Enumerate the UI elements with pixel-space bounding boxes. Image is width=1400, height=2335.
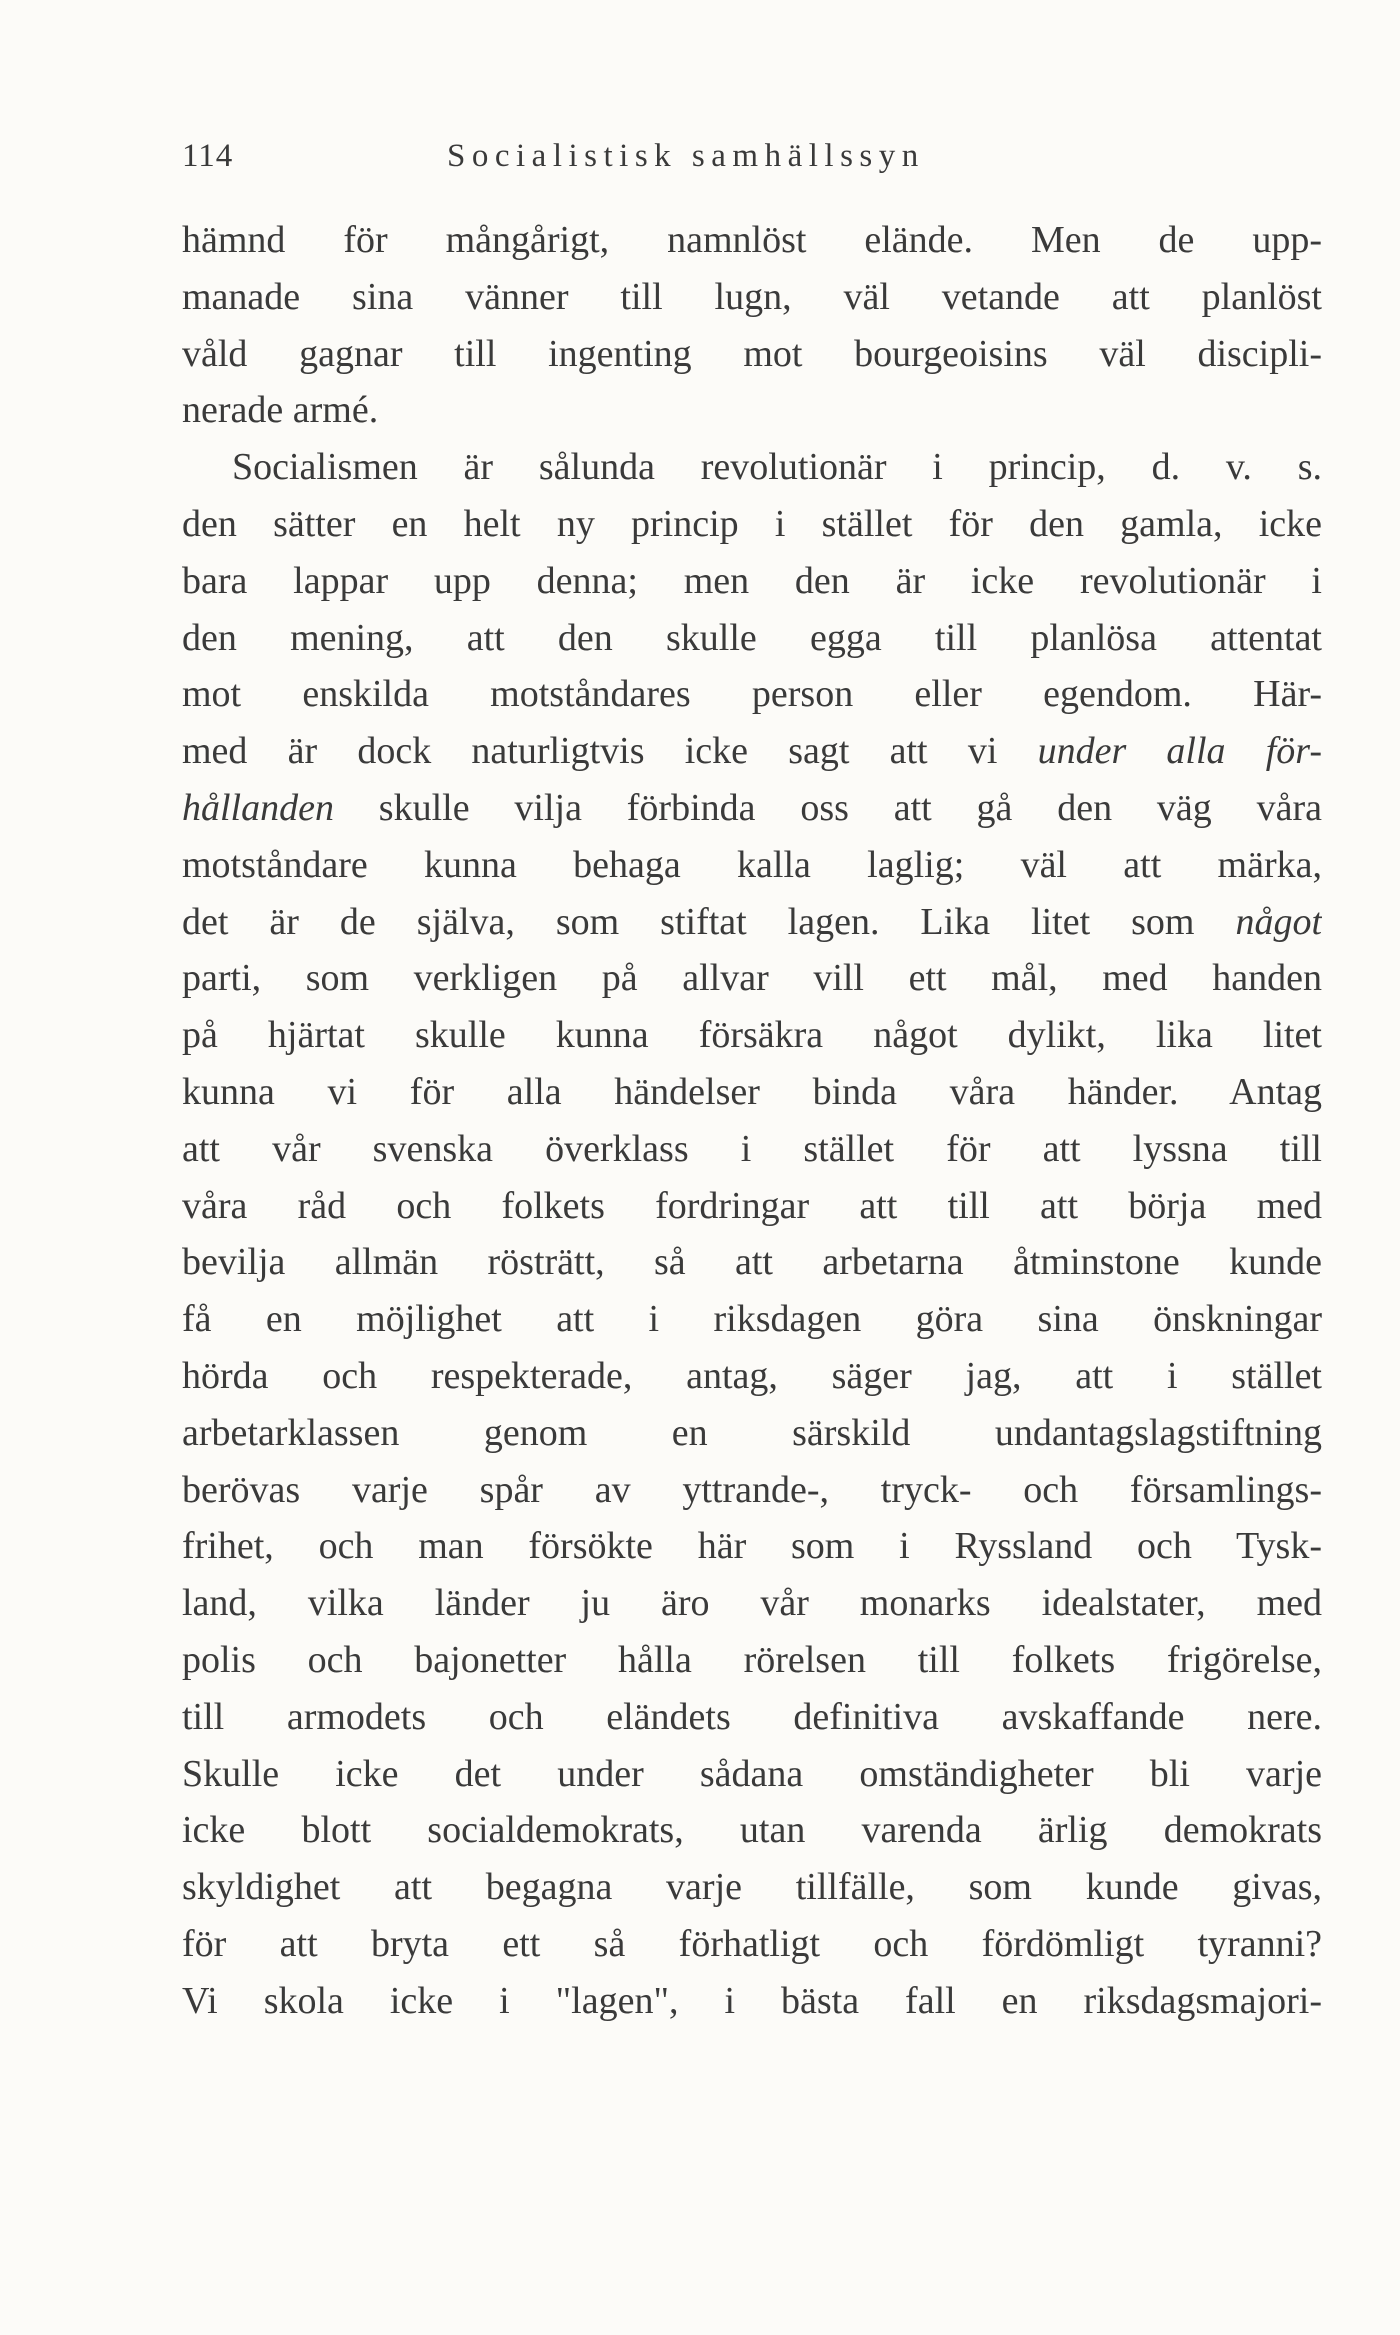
text-line: bara lappar upp denna; men den är icke revolutionär i bbox=[182, 559, 1322, 602]
emphasis-text: hållanden bbox=[182, 786, 334, 829]
text-line: bevilja allmän rösträtt, så att arbetarna åtminstone kunde bbox=[182, 1241, 1322, 1284]
text-line: få en möjlighet att i riksdagen göra sina önskningar bbox=[182, 1298, 1322, 1341]
page-number: 114 bbox=[182, 138, 234, 174]
text-line: skyldighet att begagna varje tillfälle, som kunde givas, bbox=[182, 1866, 1322, 1909]
text-line: mot enskilda motståndares person eller egendom. Här- bbox=[182, 673, 1322, 716]
text-line: arbetarklassen genom en särskild undantagslagstiftning bbox=[182, 1411, 1322, 1454]
text-line: våra råd och folkets fordringar att till att börja med bbox=[182, 1184, 1322, 1227]
text-segment: det är de själva, som stiftat lagen. Lika litet som bbox=[182, 900, 1236, 943]
text-line: nerade armé. bbox=[182, 389, 379, 432]
text-line: för att bryta ett så förhatligt och fördömligt tyranni? bbox=[182, 1922, 1322, 1965]
text-line: parti, som verkligen på allvar vill ett mål, med handen bbox=[182, 957, 1322, 1000]
text-line: den sätter en helt ny princip i stället för den gamla, icke bbox=[182, 502, 1322, 545]
running-header bbox=[182, 136, 1062, 176]
text-line: på hjärtat skulle kunna försäkra något dylikt, lika litet bbox=[182, 1014, 1322, 1057]
running-title: Socialistisk samhällssyn bbox=[447, 138, 925, 174]
emphasis-text: något bbox=[1235, 900, 1322, 943]
text-line bbox=[182, 894, 1322, 951]
text-line: kunna vi för alla händelser binda våra händer. Antag bbox=[182, 1070, 1322, 1113]
text-line: till armodets och eländets definitiva avskaffande nere. bbox=[182, 1695, 1322, 1738]
text-line: hämnd för mångårigt, namnlöst elände. Men de upp- bbox=[182, 219, 1322, 261]
body-text bbox=[182, 212, 1322, 2030]
text-line: Skulle icke det under sådana omständigheter bli varje bbox=[182, 1752, 1322, 1795]
text-line: manade sina vänner till lugn, väl vetande att planlöst bbox=[182, 275, 1322, 318]
text-line: Socialismen är sålunda revolutionär i princip, d. v. s. bbox=[232, 446, 1322, 489]
text-line bbox=[182, 723, 1322, 780]
text-line: polis och bajonetter hålla rörelsen till folkets frigörelse, bbox=[182, 1638, 1322, 1681]
text-line: våld gagnar till ingenting mot bourgeoisins väl discipli- bbox=[182, 332, 1322, 375]
text-line: motståndare kunna behaga kalla laglig; väl att märka, bbox=[182, 843, 1322, 886]
text-line: icke blott socialdemokrats, utan varenda ärlig demokrats bbox=[182, 1809, 1322, 1852]
text-line: frihet, och man försökte här som i Ryssland och Tysk- bbox=[182, 1525, 1322, 1568]
text-segment: med är dock naturligtvis icke sagt att vi bbox=[182, 730, 1038, 773]
text-line: att vår svenska överklass i stället för att lyssna till bbox=[182, 1127, 1322, 1170]
text-line: berövas varje spår av yttrande-, tryck- och församlings- bbox=[182, 1468, 1322, 1511]
text-line: land, vilka länder ju äro vår monarks idealstater, med bbox=[182, 1582, 1322, 1625]
text-line bbox=[182, 780, 1322, 837]
emphasis-text: under alla för- bbox=[1037, 730, 1322, 773]
text-line: hörda och respekterade, antag, säger jag, att i stället bbox=[182, 1354, 1322, 1397]
text-segment: skulle vilja förbinda oss att gå den väg våra bbox=[333, 786, 1322, 829]
text-line: Vi skola icke i "lagen", i bästa fall en riksdagsmajori- bbox=[182, 1979, 1322, 2022]
text-line: den mening, att den skulle egga till planlösa attentat bbox=[182, 616, 1322, 659]
